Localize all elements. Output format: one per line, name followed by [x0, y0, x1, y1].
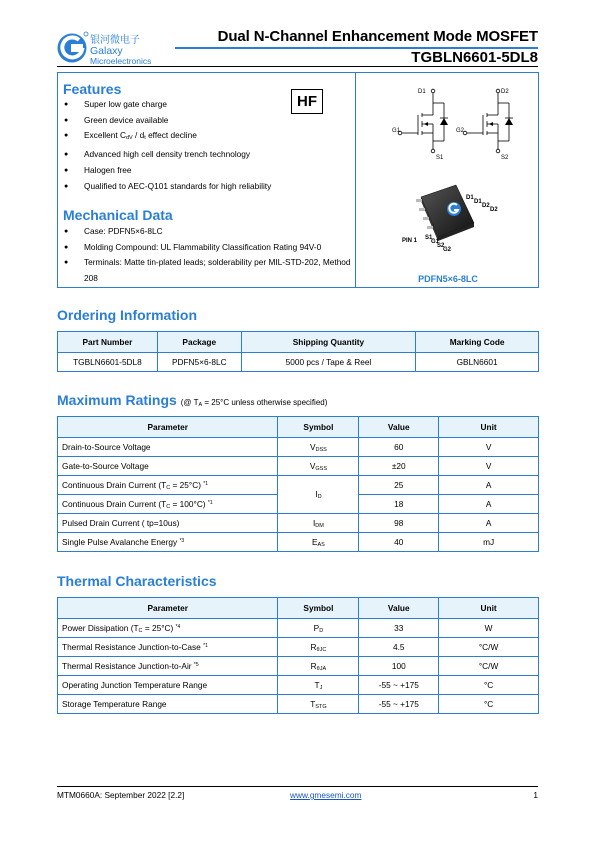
table-cell: °C/W: [439, 638, 539, 657]
column-header: Symbol: [278, 417, 359, 438]
table-cell: -55 ~ +175: [359, 695, 439, 714]
column-header: Shipping Quantity: [241, 332, 416, 353]
table-cell: Gate-to-Source Voltage: [58, 457, 278, 476]
features-heading: Features: [63, 81, 122, 97]
list-item: ● Qualified to AEC-Q101 standards for high reliability: [63, 179, 271, 195]
list-item: ● Green device available: [63, 113, 271, 129]
table-header-row: [58, 598, 539, 619]
table-row: [58, 676, 539, 695]
features-box: [57, 72, 539, 288]
schematic-label: S2: [501, 155, 509, 161]
footer-rule: [57, 786, 538, 787]
package-pin-label: G1: [431, 239, 440, 245]
table-cell: 4.5: [359, 638, 439, 657]
table-cell: TGBLN6601-5DL8: [58, 353, 158, 372]
table-cell: 60: [359, 438, 439, 457]
list-item: ● Halogen free: [63, 163, 271, 179]
column-header: Parameter: [58, 598, 278, 619]
column-header: Unit: [439, 598, 539, 619]
table-cell: $I_{DM}$: [278, 514, 359, 533]
table-cell: Thermal Resistance Junction-to-Case $^{*1}$: [58, 638, 278, 657]
column-header: Symbol: [278, 598, 359, 619]
table-cell: mJ: [439, 533, 539, 552]
column-header: Unit: [439, 417, 539, 438]
halogen-free-badge: HF: [291, 89, 323, 114]
max-ratings-table: [57, 416, 539, 552]
schematic-label: D2: [501, 89, 509, 95]
table-row: [58, 533, 539, 552]
column-header: Marking Code: [416, 332, 539, 353]
mosfet-schematic: [356, 79, 540, 179]
table-cell: $I_D$: [278, 476, 359, 514]
table-cell: $T_{STG}$: [278, 695, 359, 714]
package-pin-label: D1: [474, 199, 482, 205]
table-cell: 100: [359, 657, 439, 676]
table-cell: 98: [359, 514, 439, 533]
table-cell: A: [439, 476, 539, 495]
table-cell: 18: [359, 495, 439, 514]
table-cell: Single Pulse Avalanche Energy $^{*3}$: [58, 533, 278, 552]
table-cell: 25: [359, 476, 439, 495]
package-pin-label: S2: [437, 243, 445, 249]
column-header: Value: [359, 417, 439, 438]
table-cell: $R_{\theta JA}$: [278, 657, 359, 676]
package-drawing: [356, 179, 540, 269]
table-cell: GBLN6601: [416, 353, 539, 372]
footer-doc-code: MTM0660A: September 2022 [2.2]: [57, 790, 185, 800]
table-cell: Continuous Drain Current $(T_C = 25^\circ C)$ $^{*1}$: [58, 476, 278, 495]
pin1-label: PIN 1: [402, 238, 418, 244]
list-item: ● Case: PDFN5×6-8LC: [63, 224, 353, 240]
table-cell: °C/W: [439, 657, 539, 676]
schematic-label: G1: [392, 128, 401, 134]
part-number-title: TGBLN6601-5DL8: [411, 49, 538, 66]
list-item: ● Terminals: Matte tin-plated leads; solderability per MIL-STD-202, Method 208: [63, 255, 353, 286]
footer-website-link[interactable]: www.gmesemi.com: [290, 790, 362, 800]
features-panel: [58, 73, 355, 287]
table-cell: Pulsed Drain Current ( tp=10us): [58, 514, 278, 533]
table-header-row: [58, 332, 539, 353]
table-row: [58, 657, 539, 676]
table-cell: 33: [359, 619, 439, 638]
table-cell: Drain-to-Source Voltage: [58, 438, 278, 457]
logo-sub-text: Microelectronics: [90, 56, 152, 66]
table-row: [58, 638, 539, 657]
schematic-label: S1: [436, 155, 444, 161]
package-pin-label: S1: [425, 235, 433, 241]
table-row: [58, 457, 539, 476]
mechanical-list: [63, 224, 353, 287]
table-cell: $T_J$: [278, 676, 359, 695]
column-header: Package: [157, 332, 241, 353]
package-pin-label: G2: [443, 247, 452, 253]
diagram-panel: [355, 73, 539, 287]
max-ratings-heading: Maximum Ratings (@ $T_A = 25^\circ C$ unless otherwise specified): [57, 392, 328, 408]
package-pin-label: D1: [466, 195, 474, 201]
table-cell: $R_{\theta JC}$: [278, 638, 359, 657]
company-logo: [57, 31, 197, 71]
table-row: [58, 514, 539, 533]
table-cell: ±20: [359, 457, 439, 476]
column-header: Parameter: [58, 417, 278, 438]
table-cell: Continuous Drain Current $(T_C = 100^\circ C)$ $^{*1}$: [58, 495, 278, 514]
schematic-label: G2: [456, 128, 465, 134]
table-row: [58, 353, 539, 372]
list-item: ● Molding Compound: UL Flammability Classification Rating 94V-0: [63, 240, 353, 256]
table-cell: $V_{DSS}$: [278, 438, 359, 457]
table-cell: W: [439, 619, 539, 638]
list-item: ● Excellent $C_{dV} / d_t$ effect decline: [63, 128, 271, 147]
list-item: ● Advanced high cell density trench technology: [63, 147, 271, 163]
package-pin-label: D2: [490, 207, 498, 213]
features-list: [63, 97, 271, 194]
table-cell: Power Dissipation $(T_C = 25^\circ C)$ $^{*4}$: [58, 619, 278, 638]
table-cell: 40: [359, 533, 439, 552]
ordering-table: [57, 331, 539, 372]
table-cell: -55 ~ +175: [359, 676, 439, 695]
table-cell: Operating Junction Temperature Range: [58, 676, 278, 695]
table-cell: $P_D$: [278, 619, 359, 638]
table-cell: 5000 pcs / Tape & Reel: [241, 353, 416, 372]
table-cell: Thermal Resistance Junction-to-Air $^{*5}$: [58, 657, 278, 676]
table-cell: °C: [439, 695, 539, 714]
column-header: Value: [359, 598, 439, 619]
table-row: [58, 619, 539, 638]
logo-cn-text: 银河微电子: [90, 35, 140, 46]
thermal-table: [57, 597, 539, 714]
table-cell: PDFN5×6-8LC: [157, 353, 241, 372]
table-row: [58, 695, 539, 714]
footer-page-number: 1: [533, 790, 538, 800]
ordering-heading: Ordering Information: [57, 307, 197, 323]
header-rule: [57, 66, 538, 67]
table-cell: $V_{GSS}$: [278, 457, 359, 476]
table-header-row: [58, 417, 539, 438]
mechanical-heading: Mechanical Data: [63, 207, 173, 223]
table-cell: A: [439, 495, 539, 514]
list-item: ● Super low gate charge: [63, 97, 271, 113]
max-ratings-condition: (@ $T_A = 25^\circ C$ unless otherwise specified): [180, 398, 328, 408]
package-label: PDFN5×6-8LC: [418, 274, 478, 284]
table-cell: A: [439, 514, 539, 533]
column-header: Part Number: [58, 332, 158, 353]
table-cell: °C: [439, 676, 539, 695]
table-cell: V: [439, 457, 539, 476]
document-title: Dual N-Channel Enhancement Mode MOSFET: [217, 28, 538, 45]
logo-name-text: Galaxy: [90, 45, 123, 57]
table-row: [58, 438, 539, 457]
table-cell: $E_{AS}$: [278, 533, 359, 552]
table-cell: V: [439, 438, 539, 457]
thermal-heading: Thermal Characteristics: [57, 573, 217, 589]
package-pin-label: D2: [482, 203, 490, 209]
table-cell: Storage Temperature Range: [58, 695, 278, 714]
schematic-label: D1: [418, 89, 426, 95]
table-row: [58, 476, 539, 495]
